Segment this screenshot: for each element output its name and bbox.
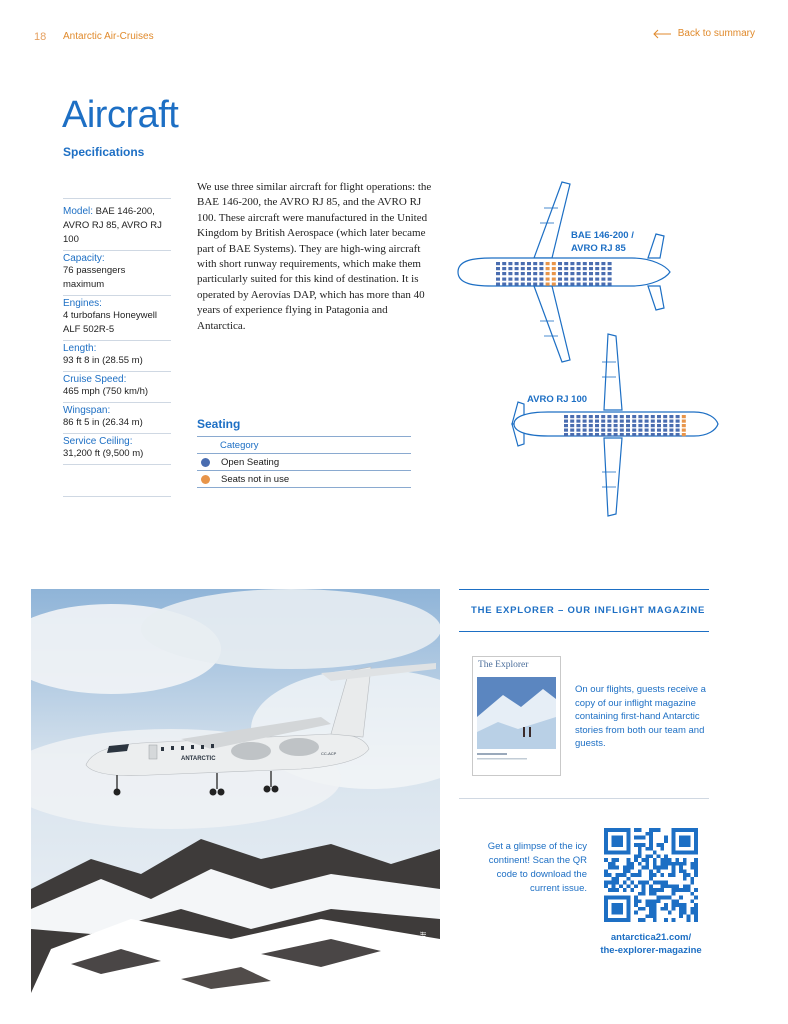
magazine-description: On our flights, guests receive a copy of our inflight magazine containing first-hand Antarctic stories from both our team and guests. [575, 684, 706, 749]
seat [638, 420, 642, 423]
seat [620, 433, 624, 436]
unused-seat-dot-icon [201, 475, 210, 484]
seat [502, 283, 506, 286]
seat [583, 433, 587, 436]
seat [595, 424, 599, 427]
seat [601, 283, 605, 286]
seat [595, 267, 599, 270]
seat [645, 433, 649, 436]
seat [583, 415, 587, 418]
seat [663, 429, 667, 432]
seat [589, 267, 593, 270]
seat [564, 424, 568, 427]
seat [546, 272, 550, 275]
seat [496, 262, 500, 265]
seat [577, 283, 581, 286]
spec-model [63, 199, 171, 251]
seat [539, 262, 543, 265]
seat [601, 272, 605, 275]
seat [521, 272, 525, 275]
seat [589, 433, 593, 436]
magazine-url-line2: the-explorer-magazine [600, 945, 702, 956]
seat [564, 433, 568, 436]
seat [620, 424, 624, 427]
plane1-label [571, 229, 634, 255]
page-number: 18 [34, 31, 47, 43]
photo-credit: © Y. Davidoff [421, 931, 428, 972]
seat [595, 278, 599, 281]
seat [502, 278, 506, 281]
seat [552, 267, 556, 270]
seat [608, 278, 612, 281]
seat [539, 267, 543, 270]
seat [502, 272, 506, 275]
seat [533, 283, 537, 286]
seat [546, 278, 550, 281]
seat [638, 433, 642, 436]
seat [558, 267, 562, 270]
seat [533, 262, 537, 265]
seating-title: Seating [197, 417, 241, 431]
seat [576, 429, 580, 432]
seat [570, 420, 574, 423]
seat [676, 429, 680, 432]
seat [515, 267, 519, 270]
seat [645, 415, 649, 418]
seat [632, 429, 636, 432]
seat [570, 424, 574, 427]
seat [657, 429, 661, 432]
spec-capacity [63, 251, 171, 296]
seat [595, 262, 599, 265]
spec-value: 93 ft 8 in (28.55 m) [63, 355, 143, 366]
specs-list [63, 198, 171, 497]
seat [552, 272, 556, 275]
seat [663, 433, 667, 436]
plane1-label-line2: AVRO RJ 85 [571, 243, 626, 254]
seat [608, 267, 612, 270]
seat [595, 420, 599, 423]
publication-title: Antarctic Air-Cruises [63, 31, 154, 42]
seat [651, 420, 655, 423]
seat [496, 267, 500, 270]
spec-engines [63, 296, 171, 341]
seat [539, 283, 543, 286]
seat [576, 420, 580, 423]
seat [645, 420, 649, 423]
seat [508, 283, 512, 286]
seat [564, 415, 568, 418]
upper-wing [534, 182, 570, 258]
seat [521, 278, 525, 281]
seat [663, 415, 667, 418]
seat [577, 278, 581, 281]
seat [620, 415, 624, 418]
seat [496, 278, 500, 281]
seat [508, 267, 512, 270]
magazine-cover[interactable] [472, 656, 561, 776]
seat [589, 262, 593, 265]
seat [608, 262, 612, 265]
seat [676, 420, 680, 423]
spec-length [63, 341, 171, 372]
seat [614, 429, 618, 432]
seat [651, 429, 655, 432]
seat [589, 283, 593, 286]
seat [607, 429, 611, 432]
qr-code-icon[interactable] [604, 828, 698, 922]
seat [496, 283, 500, 286]
seat [576, 415, 580, 418]
seat [558, 272, 562, 275]
seat [682, 433, 686, 436]
seat [533, 278, 537, 281]
spec-service-ceiling [63, 434, 171, 465]
seat [527, 278, 531, 281]
seat [632, 415, 636, 418]
seat [682, 429, 686, 432]
seat [607, 433, 611, 436]
seat [669, 420, 673, 423]
fuselage [458, 258, 670, 286]
spec-value: 465 mph (750 km/h) [63, 386, 149, 397]
seat [669, 433, 673, 436]
seat [676, 433, 680, 436]
arrow-left-icon [652, 29, 672, 39]
seat [570, 415, 574, 418]
seat [508, 272, 512, 275]
seat [638, 424, 642, 427]
seat [539, 278, 543, 281]
seat [682, 415, 686, 418]
spec-value: 86 ft 5 in (26.34 m) [63, 417, 143, 428]
specs-divider [63, 465, 171, 497]
aircraft-diagram-avro-rj100 [504, 332, 722, 520]
qr-prompt: Get a glimpse of the icy continent! Scan the QR code to download the current issue. [487, 841, 587, 894]
seat [608, 283, 612, 286]
seating-legend-row [197, 471, 411, 488]
seat [564, 267, 568, 270]
seating-row-label: Seats not in use [221, 473, 290, 485]
seat [651, 433, 655, 436]
seat [583, 278, 587, 281]
seat [552, 283, 556, 286]
seat [589, 429, 593, 432]
seat [614, 433, 618, 436]
seat [669, 424, 673, 427]
seat [663, 420, 667, 423]
spec-label: Cruise Speed: [63, 374, 127, 385]
seat [626, 415, 630, 418]
seat [527, 272, 531, 275]
seat [632, 424, 636, 427]
seat [614, 424, 618, 427]
spec-label: Model: [63, 206, 94, 217]
seat [564, 278, 568, 281]
seat [546, 262, 550, 265]
seat [589, 420, 593, 423]
seating-row-label: Open Seating [221, 456, 280, 468]
seat [676, 415, 680, 418]
seat [607, 415, 611, 418]
seat [583, 420, 587, 423]
spec-value: 76 passengers maximum [63, 265, 126, 290]
seat [595, 415, 599, 418]
seat [595, 429, 599, 432]
spec-label: Capacity: [63, 253, 105, 264]
seat [620, 420, 624, 423]
seat [607, 420, 611, 423]
seat [502, 267, 506, 270]
aircraft-photo [31, 589, 440, 993]
spec-value: 31,200 ft (9,500 m) [63, 448, 144, 459]
seat [570, 272, 574, 275]
seat [638, 415, 642, 418]
seat [601, 429, 605, 432]
seat [651, 415, 655, 418]
seat [657, 415, 661, 418]
spec-wingspan [63, 403, 171, 434]
seat [626, 424, 630, 427]
seat [521, 283, 525, 286]
seat [533, 272, 537, 275]
spec-label: Service Ceiling: [63, 436, 133, 447]
seat [595, 283, 599, 286]
seat [657, 433, 661, 436]
seat [570, 283, 574, 286]
seat [589, 278, 593, 281]
livery-text: ANTARCTIC [181, 756, 216, 762]
seat [570, 262, 574, 265]
spec-value: 4 turbofans Honeywell ALF 502R-5 [63, 310, 157, 335]
seat [601, 420, 605, 423]
seat [614, 420, 618, 423]
registration-text: CC-ACP [321, 751, 337, 756]
seat [601, 267, 605, 270]
seat [632, 433, 636, 436]
seat [570, 278, 574, 281]
seat [589, 415, 593, 418]
seat [533, 267, 537, 270]
seating-legend-row [197, 454, 411, 471]
section-subtitle: Specifications [63, 145, 145, 159]
seat [601, 262, 605, 265]
spec-cruise-speed [63, 372, 171, 403]
seat [570, 429, 574, 432]
seat [601, 415, 605, 418]
seat [589, 424, 593, 427]
spec-label: Engines: [63, 298, 102, 309]
seat [601, 433, 605, 436]
seat [564, 420, 568, 423]
seat [669, 429, 673, 432]
seat [527, 262, 531, 265]
seat [577, 272, 581, 275]
seat [583, 272, 587, 275]
seat [583, 262, 587, 265]
magazine-divider [459, 798, 709, 799]
seat [496, 272, 500, 275]
seat [527, 267, 531, 270]
seat [601, 278, 605, 281]
seat [558, 283, 562, 286]
seat [651, 424, 655, 427]
seat [583, 424, 587, 427]
seat [564, 272, 568, 275]
seat [632, 420, 636, 423]
seat [508, 278, 512, 281]
seat [515, 278, 519, 281]
seat [657, 424, 661, 427]
magazine-url-line1: antarctica21.com/ [610, 932, 692, 943]
seat [682, 424, 686, 427]
seat [576, 433, 580, 436]
seat [645, 429, 649, 432]
seat [576, 424, 580, 427]
seat [626, 433, 630, 436]
seat [577, 262, 581, 265]
spec-label: Length: [63, 343, 97, 354]
seat [583, 283, 587, 286]
seat [645, 424, 649, 427]
seat [626, 429, 630, 432]
open-seat-dot-icon [201, 458, 210, 467]
seat [527, 283, 531, 286]
seat [614, 415, 618, 418]
seat [595, 272, 599, 275]
seat [669, 415, 673, 418]
seat [663, 424, 667, 427]
seat [515, 272, 519, 275]
seat [502, 262, 506, 265]
seat [620, 429, 624, 432]
seating-legend [197, 436, 411, 488]
seat [570, 267, 574, 270]
seat [552, 262, 556, 265]
seat [564, 429, 568, 432]
page-title: Aircraft [62, 94, 179, 136]
back-to-summary-link[interactable] [652, 28, 755, 39]
seat [626, 420, 630, 423]
spec-value: BAE 146-200, AVRO RJ 85, AVRO RJ 100 [63, 206, 162, 245]
seat [558, 262, 562, 265]
seat [583, 429, 587, 432]
seating-legend-header: Category [197, 437, 411, 454]
seat [608, 272, 612, 275]
seat [595, 433, 599, 436]
seat [682, 420, 686, 423]
seat [601, 424, 605, 427]
seat [583, 267, 587, 270]
plane1-label-line1: BAE 146-200 / [571, 230, 634, 241]
seat [564, 283, 568, 286]
seat [546, 283, 550, 286]
seat [521, 262, 525, 265]
seat [521, 267, 525, 270]
magazine-heading: THE EXPLORER – OUR INFLIGHT MAGAZINE [471, 605, 706, 616]
magazine-url[interactable] [594, 931, 708, 957]
seat [589, 272, 593, 275]
magazine-cover-title: The Explorer [478, 660, 529, 670]
spec-label: Wingspan: [63, 405, 111, 416]
seat [546, 267, 550, 270]
seat [508, 262, 512, 265]
seat [577, 267, 581, 270]
seat [539, 272, 543, 275]
seat [657, 420, 661, 423]
seat [558, 278, 562, 281]
seat [607, 424, 611, 427]
seat [570, 433, 574, 436]
seat [552, 278, 556, 281]
plane2-label: AVRO RJ 100 [527, 394, 588, 405]
seat [564, 262, 568, 265]
back-link-label: Back to summary [677, 28, 755, 39]
seat [515, 283, 519, 286]
aircraft-description: We use three similar aircraft for flight operations: the BAE 146-200, the AVRO RJ 85, and the AVRO RJ 100. These aircraft were manufactured in the United Kingdom by British Aerospace (which later became part of BAE Systems). They are high-wing aircraft with short runway requirements, which make them particularly suited for this kind of destination. It is operated by Aerovías DAP, which has more than 40 years of experience flying in Patagonia and Antarctica. [197, 181, 432, 332]
seat [515, 262, 519, 265]
seat [638, 429, 642, 432]
seat [676, 424, 680, 427]
